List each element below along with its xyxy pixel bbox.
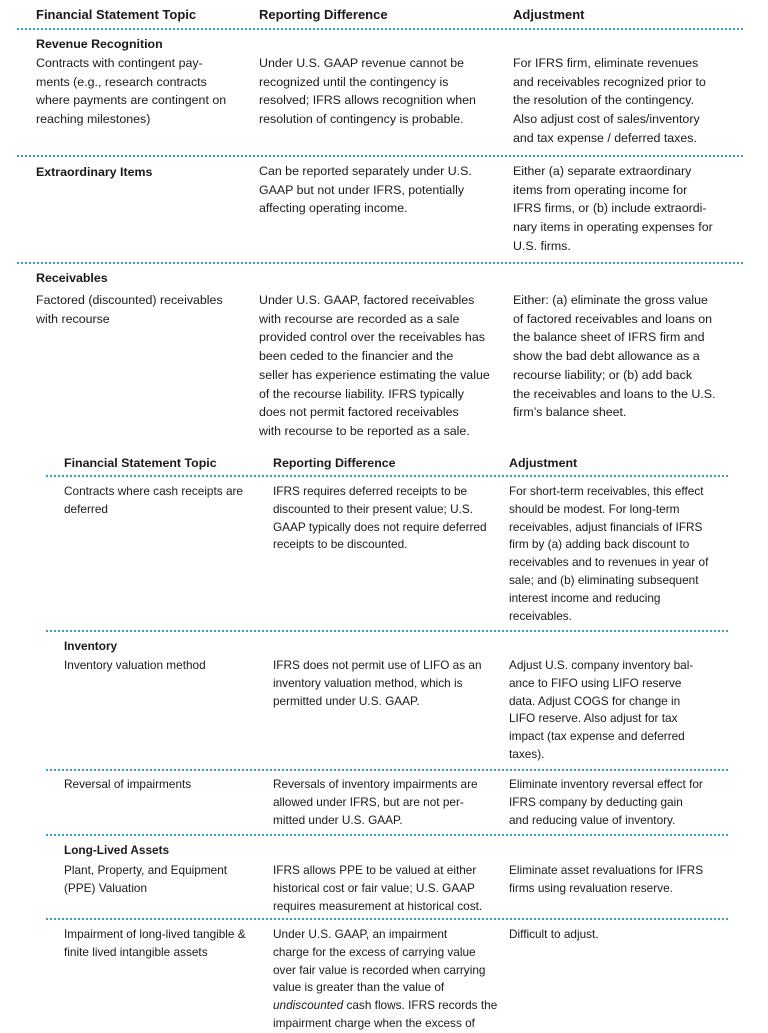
row-extraordinary-difference: Can be reported separately under U.S. GAAP but not under IFRS, potentially affecting operating income. bbox=[259, 164, 472, 216]
header-difference: Reporting Difference bbox=[273, 456, 396, 470]
row-rule bbox=[46, 769, 728, 771]
row-inventory-valuation-topic: Inventory valuation method bbox=[64, 658, 206, 672]
row-contingent-topic: Contracts with contingent pay- ments (e.g., research contracts where payments are contingent on reaching milestones) bbox=[36, 56, 227, 127]
row-impairment-difference: Under U.S. GAAP, an impairment charge for the excess of carrying value over fair value is recorded when carrying value is greater than the value of undiscounted cash flows. IFRS records the impairment charge when the excess of bbox=[273, 927, 498, 1030]
row-deferred-topic: Contracts where cash receipts are deferred bbox=[64, 484, 243, 516]
header-topic: Financial Statement Topic bbox=[64, 456, 217, 470]
row-deferred-adjustment: For short-term receivables, this effect should be modest. For long-term receivables, adjust financials of IFRS firm by (a) adding back discount to receivables and to revenues in year of sale; and (b) eliminating subsequent interest income and reducing receivables. bbox=[509, 484, 709, 623]
header-rule bbox=[17, 28, 743, 30]
row-inventory-valuation-difference: IFRS does not permit use of LIFO as an inventory valuation method, which is permitted under U.S. GAAP. bbox=[273, 658, 482, 708]
row-factored-difference: Under U.S. GAAP, factored receivables with recourse are recorded as a sale provided control over the receivables has been ceded to the financier and the seller has experience estimating the value of the recourse liability. IFRS typically does not permit factored receivables with recourse to be reported as a sale. bbox=[259, 293, 490, 438]
row-impairment-adjustment: Difficult to adjust. bbox=[509, 927, 599, 941]
row-contingent-adjustment: For IFRS firm, eliminate revenues and receivables recognized prior to the resolution of the contingency. Also adjust cost of sales/inventory and tax expense / deferred taxes. bbox=[513, 56, 706, 145]
row-factored-adjustment: Either: (a) eliminate the gross value of factored receivables and loans on the balance sheet of IFRS firm and show the bad debt allowance as a recourse liability; or (b) add back the receivables and loans to the U.S. firm’s balance sheet. bbox=[513, 293, 716, 420]
category-long-lived-assets: Long-Lived Assets bbox=[64, 843, 170, 857]
row-reversal-topic: Reversal of impairments bbox=[64, 777, 192, 791]
row-contingent-difference: Under U.S. GAAP revenue cannot be recognized until the contingency is resolved; IFRS allows recognition when resolution of contingency is probable. bbox=[259, 56, 476, 127]
header-adjustment: Adjustment bbox=[509, 456, 578, 470]
row-rule bbox=[46, 630, 728, 632]
row-ppe-topic: Plant, Property, and Equipment (PPE) Valuation bbox=[64, 863, 228, 895]
row-impairment-topic: Impairment of long-lived tangible & finite lived intangible assets bbox=[64, 927, 246, 959]
header-rule bbox=[46, 475, 728, 477]
row-rule bbox=[17, 155, 743, 157]
row-ppe-adjustment: Eliminate asset revaluations for IFRS firms using revaluation reserve. bbox=[509, 863, 704, 895]
category-revenue-recognition: Revenue Recognition bbox=[36, 37, 163, 51]
row-extraordinary-topic: Extraordinary Items bbox=[36, 165, 153, 179]
row-ppe-difference: IFRS allows PPE to be valued at either historical cost or fair value; U.S. GAAP requires measurement at historical cost. bbox=[273, 863, 483, 913]
row-deferred-difference: IFRS requires deferred receipts to be discounted to their present value; U.S. GAAP typically does not require deferred receipts to be discounted. bbox=[273, 484, 487, 552]
header-difference: Reporting Difference bbox=[259, 7, 388, 22]
row-rule bbox=[46, 918, 728, 920]
row-rule bbox=[46, 834, 728, 836]
row-extraordinary-adjustment: Either (a) separate extraordinary items from operating income for IFRS firms, or (b) include extraordi- nary items in operating expenses for U.S. firms. bbox=[513, 164, 713, 253]
header-topic: Financial Statement Topic bbox=[36, 7, 197, 22]
row-factored-topic: Factored (discounted) receivables with recourse bbox=[36, 293, 223, 326]
row-reversal-difference: Reversals of inventory impairments are allowed under IFRS, but are not per- mitted under U.S. GAAP. bbox=[273, 777, 478, 827]
category-receivables: Receivables bbox=[36, 271, 108, 285]
row-reversal-adjustment: Eliminate inventory reversal effect for IFRS company by deducting gain and reducing value of inventory. bbox=[509, 777, 703, 827]
row-inventory-valuation-adjustment: Adjust U.S. company inventory bal- ance to FIFO using LIFO reserve data. Adjust COGS for change in LIFO reserve. Also adjust for tax impact (tax expense and deferred taxes). bbox=[509, 658, 694, 761]
row-rule bbox=[17, 262, 743, 264]
category-inventory: Inventory bbox=[64, 639, 118, 653]
undiscounted-emphasis: undiscounted bbox=[273, 998, 344, 1013]
header-adjustment: Adjustment bbox=[513, 7, 585, 22]
